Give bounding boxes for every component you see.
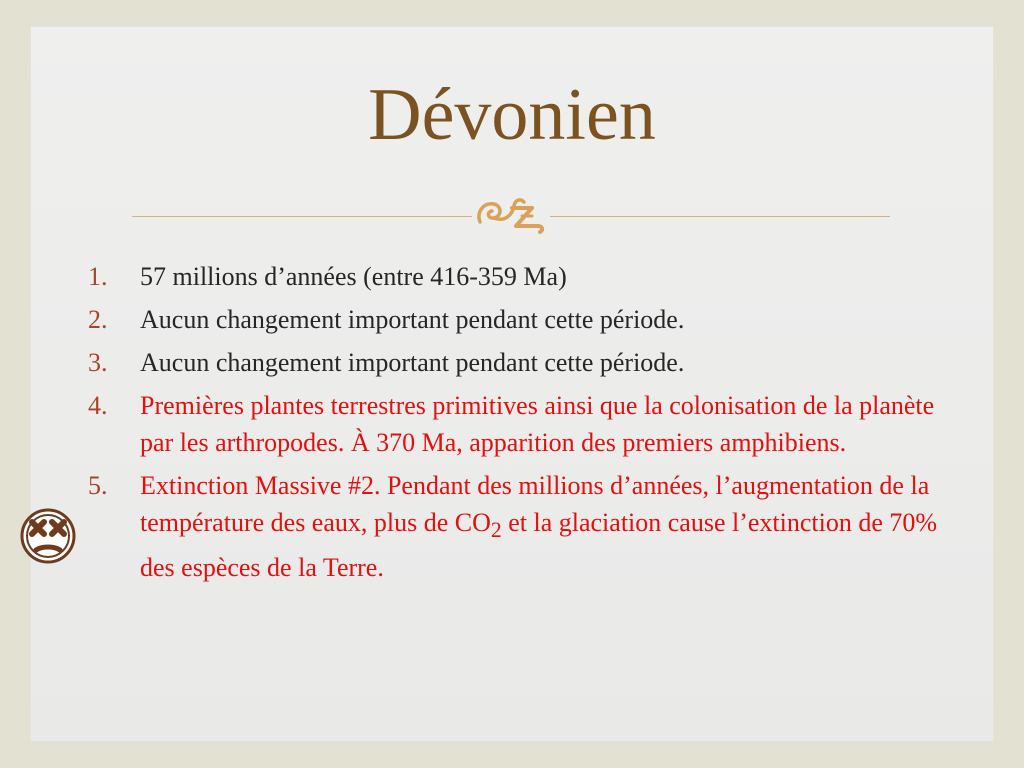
list-item xyxy=(82,387,942,461)
list-item-text-before: Extinction Massive #2. Pendant des millions d’années, l’augmentation de la température des eaux, plus de CO xyxy=(140,471,930,537)
list-item-text: Aucun changement important pendant cette période. xyxy=(140,348,685,377)
dead-face-icon xyxy=(18,508,78,564)
list-item-text: Premières plantes terrestres primitives ainsi que la colonisation de la planète par les arthropodes. À 370 Ma, apparition des premiers amphibiens. xyxy=(140,391,935,457)
list-item xyxy=(82,344,942,381)
list-item-text: Aucun changement important pendant cette période. xyxy=(140,305,685,334)
co2-subscript: 2 xyxy=(490,518,502,543)
list-item xyxy=(82,258,942,295)
list-item-number: 4. xyxy=(88,391,108,420)
list-item-number: 2. xyxy=(88,305,108,334)
list-item-number: 5. xyxy=(88,471,108,500)
list-item-number: 3. xyxy=(88,348,108,377)
list-item xyxy=(82,467,942,586)
title-divider xyxy=(132,186,890,226)
slide-title: Dévonien xyxy=(368,74,656,156)
list-item xyxy=(82,301,942,338)
content-list xyxy=(82,258,942,592)
divider-line-right xyxy=(550,216,890,217)
list-item-text: 57 millions d’années (entre 416-359 Ma) xyxy=(140,262,567,291)
ornament-icon xyxy=(474,192,548,236)
list-item-text-after: et la glaciation cause l’extinction de 70% des espèces de la Terre. xyxy=(140,508,938,583)
divider-line-left xyxy=(132,216,472,217)
list-item-number: 1. xyxy=(88,262,108,291)
